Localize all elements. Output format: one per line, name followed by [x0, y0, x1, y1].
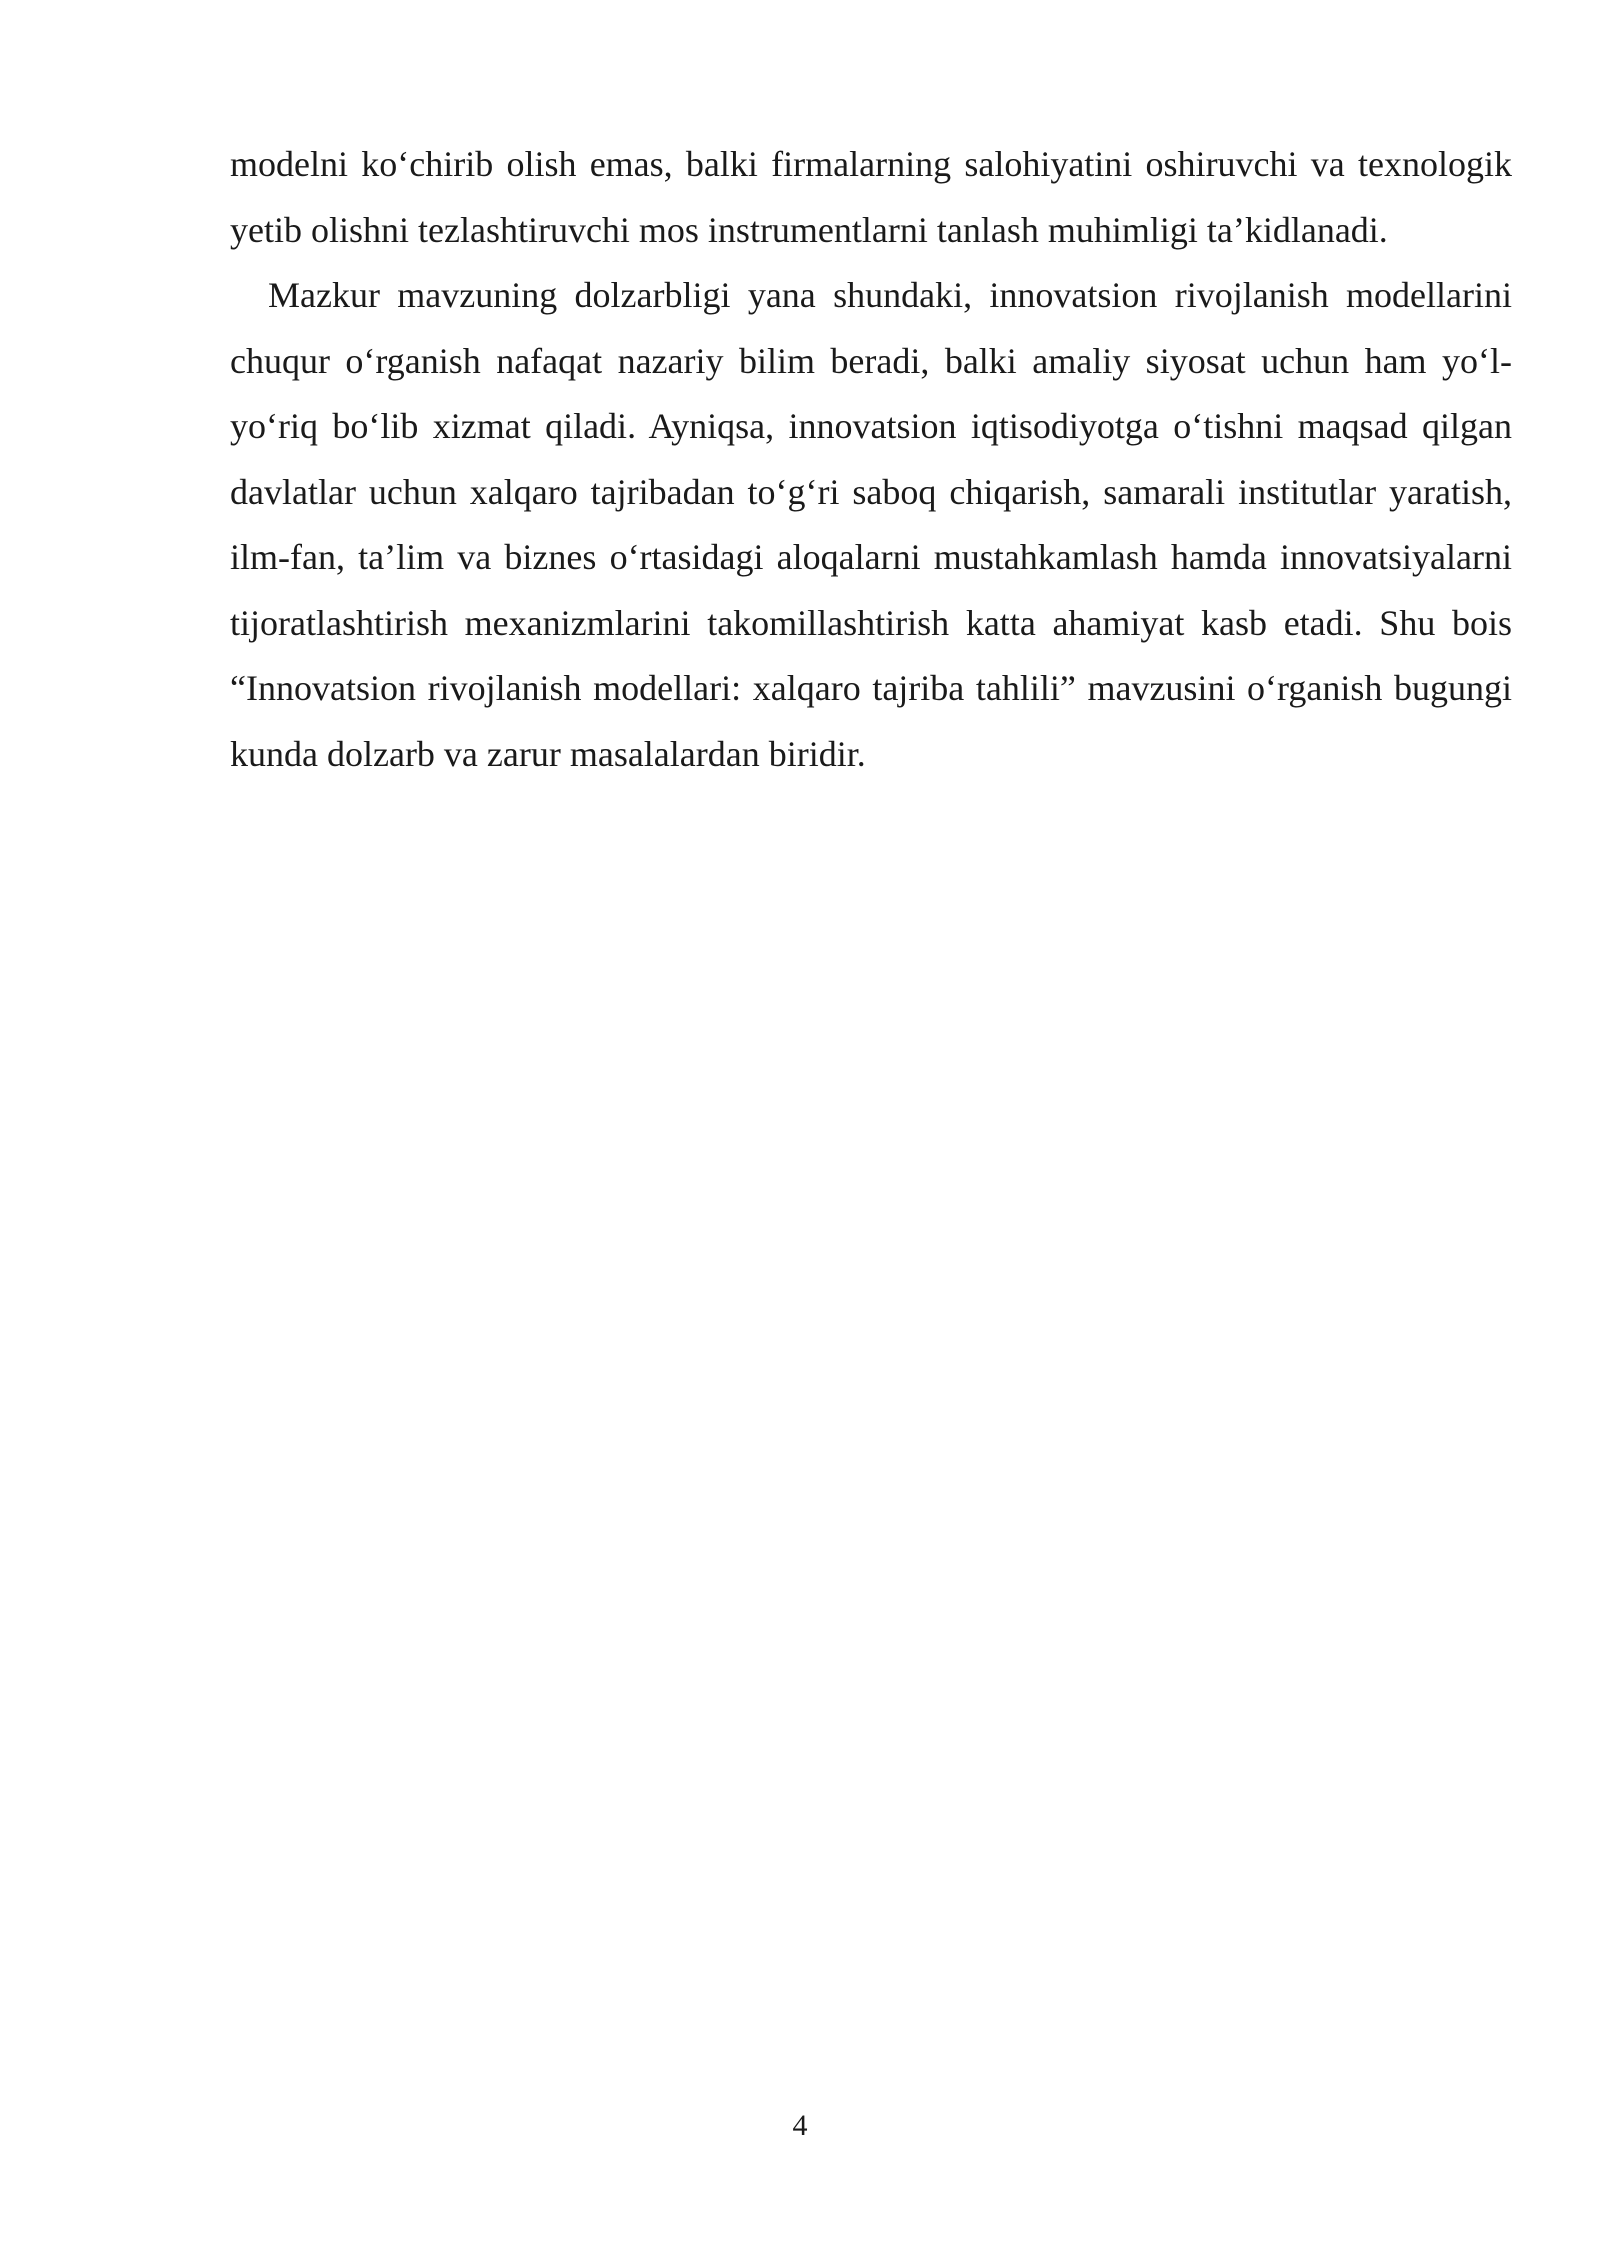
page-number: 4 — [792, 2109, 808, 2142]
paragraph-continuation: modelni ko‘chirib olish emas, balki firmalarning salohiyatini oshiruvchi va texnologik yetib olishni tezlashtiruvchi mos instrumentlarni tanlash muhimligi ta’kidlanadi. — [230, 144, 1512, 250]
page-body — [230, 132, 1512, 787]
paragraph-relevance: Mazkur mavzuning dolzarbligi yana shundaki, innovatsion rivojlanish modellarini chuqur o‘rganish nafaqat nazariy bilim beradi, balki amaliy siyosat uchun ham yo‘l-yo‘riq bo‘lib xizmat qiladi. Ayniqsa, innovatsion iqtisodiyotga o‘tishni maqsad qilgan davlatlar uchun xalqaro tajribadan to‘g‘ri saboq chiqarish, samarali institutlar yaratish, ilm-fan, ta’lim va biznes o‘rtasidagi aloqalarni mustahkamlash hamda innovatsiyalarni tijoratlashtirish mexanizmlarini takomillashtirish katta ahamiyat kasb etadi. Shu bois “Innovatsion rivojlanish modellari: xalqaro tajriba tahlili” mavzusini o‘rganish bugungi kunda dolzarb va zarur masalalardan biridir. — [230, 275, 1512, 774]
